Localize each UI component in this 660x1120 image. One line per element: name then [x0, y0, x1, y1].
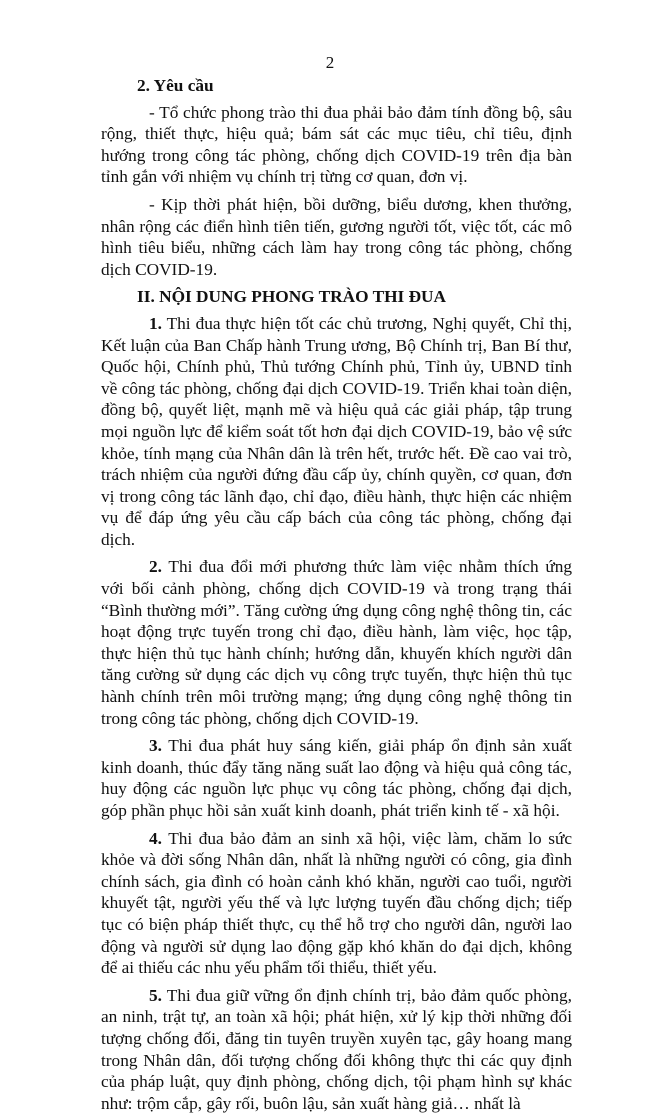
- item-number: 2.: [149, 557, 162, 577]
- paragraph: [101, 828, 572, 979]
- paragraph-text: Thi đua thực hiện tốt các chủ trương, Nghị quyết, Chỉ thị, Kết luận của Ban Chấp hành Trung ương, Bộ Chính trị, Ban Bí thư, Quốc hội, Chính phủ, Thủ tướng Chính phủ, Tỉnh ủy, UBND tỉnh về công tác phòng, chống đại dịch COVID-19. Triển khai toàn diện, đồng bộ, quyết liệt, mạnh mẽ và hiệu quả các giải pháp, tập trung mọi nguồn lực để kiểm soát tốt hơn đại dịch COVID-19, bảo vệ sức khỏe, tính mạng của Nhân dân là trên hết, trước hết. Đề cao vai trò, trách nhiệm của người đứng đầu cấp ủy, chính quyền, cơ quan, đơn vị trong công tác lãnh đạo, chỉ đạo, điều hành, thực hiện các nhiệm vụ để đáp ứng yêu cầu cấp bách của công tác phòng, chống đại dịch.: [101, 313, 572, 549]
- item-number: 5.: [149, 985, 162, 1005]
- document-body: [101, 75, 572, 1120]
- paragraph: [101, 985, 572, 1115]
- paragraph: [101, 556, 572, 729]
- section-heading-content: II. NỘI DUNG PHONG TRÀO THI ĐUA: [137, 287, 447, 307]
- paragraph: [101, 735, 572, 821]
- paragraph: [101, 102, 572, 188]
- paragraph-text: Thi đua phát huy sáng kiến, giải pháp ổn định sản xuất kinh doanh, thúc đẩy tăng năng suất lao động và hiệu quả công tác, huy động các nguồn lực phục vụ công tác phòng, chống đại dịch, góp phần phục hồi sản xuất kinh doanh, phát triển kinh tế - xã hội.: [101, 736, 572, 820]
- page-number: 2: [325, 53, 335, 72]
- paragraph-text: Thi đua bảo đảm an sinh xã hội, việc làm, chăm lo sức khỏe và đời sống Nhân dân, nhất là những người có công, gia đình chính sách, gia đình có hoàn cảnh khó khăn, người cao tuổi, người khuyết tật, người yếu thế và lực lượng tuyến đầu chống dịch; tiếp tục có biện pháp thiết thực, cụ thể hỗ trợ cho người dân, người lao động và người sử dụng lao động gặp khó khăn do đại dịch, không để ai thiếu các nhu yếu phẩm tối thiểu, thiết yếu.: [101, 828, 572, 978]
- item-number: 4.: [149, 828, 162, 848]
- section-heading-requirements: 2. Yêu cầu: [137, 76, 214, 95]
- paragraph-text: Thi đua giữ vững ổn định chính trị, bảo đảm quốc phòng, an ninh, trật tự, an toàn xã hội; phát hiện, xử lý kịp thời những đối tượng chống đối, đăng tin tuyên truyền xuyên tạc, gây hoang mang trong Nhân dân, đối tượng chống đối không thực thi các quy định của pháp luật, quy định phòng, chống dịch, tội phạm hình sự khác như: trộm cắp, gây rối, buôn lậu, sản xuất hàng giả… nhất là: [101, 985, 572, 1113]
- paragraph-text: Thi đua đổi mới phương thức làm việc nhằm thích ứng với bối cảnh phòng, chống dịch COVID-19 và trong trạng thái “Bình thường mới”. Tăng cường ứng dụng công nghệ thông tin, các hoạt động trực tuyến trong chỉ đạo, điều hành, làm việc, học tập, thực hiện thủ tục hành chính; hướng dẫn, khuyến khích người dân tăng cường sử dụng các dịch vụ công trực tuyến, thực hiện thủ tục hành chính trên môi trường mạng; ứng dụng công nghệ thông tin trong công tác phòng, chống dịch COVID-19.: [101, 557, 572, 728]
- paragraph: [101, 194, 572, 280]
- paragraph-text: - Tổ chức phong trào thi đua phải bảo đảm tính đồng bộ, sâu rộng, thiết thực, hiệu quả; bám sát các mục tiêu, chỉ tiêu, định hướng trong công tác phòng, chống dịch COVID-19 trên địa bàn tỉnh gắn với nhiệm vụ chính trị từng cơ quan, đơn vị.: [101, 102, 572, 187]
- paragraph-text: - Kịp thời phát hiện, bồi dưỡng, biểu dương, khen thưởng, nhân rộng các điển hình tiên tiến, gương người tốt, việc tốt, các mô hình tiêu biểu, những cách làm hay trong công tác phòng, chống dịch COVID-19.: [101, 194, 572, 279]
- item-number: 3.: [149, 736, 162, 756]
- item-number: 1.: [149, 313, 162, 333]
- paragraph: [101, 313, 572, 551]
